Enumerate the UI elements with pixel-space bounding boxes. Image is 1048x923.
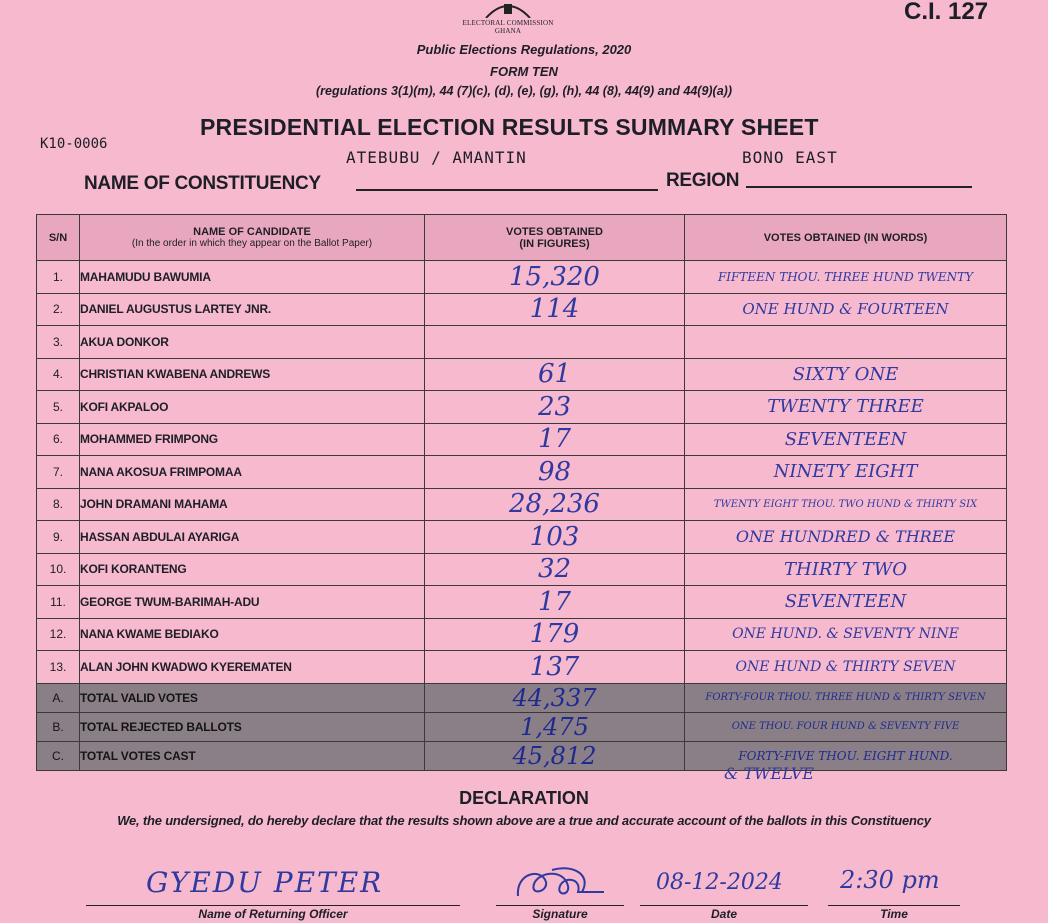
row-sn: 10. [37, 553, 80, 586]
table-row [37, 488, 1007, 521]
constituency-underline [356, 189, 658, 191]
votes-figures: 114 [425, 293, 685, 326]
page-title: PRESIDENTIAL ELECTION RESULTS SUMMARY SHEET [200, 114, 819, 140]
time-value: 2:30 pm [840, 866, 940, 894]
total-label: TOTAL VOTES CAST [80, 741, 425, 770]
table-row [37, 423, 1007, 456]
row-sn: 3. [37, 326, 80, 359]
table-header-row [37, 215, 1007, 261]
votes-words: ONE HUND. & SEVENTY NINE [685, 618, 1007, 651]
row-sn: C. [37, 741, 80, 770]
candidate-name: AKUA DONKOR [80, 326, 425, 359]
candidate-name: NANA AKOSUA FRIMPOMAA [80, 456, 425, 489]
row-sn: 4. [37, 358, 80, 391]
votes-figures: 32 [425, 553, 685, 586]
signature-mark-icon [512, 862, 612, 906]
signature-label: Signature [532, 907, 588, 921]
signature-line [496, 905, 624, 906]
candidate-name: ALAN JOHN KWADWO KYEREMATEN [80, 651, 425, 684]
votes-words [685, 326, 1007, 359]
declaration-title: DECLARATION [459, 788, 589, 808]
votes-words: ONE HUNDRED & THREE [685, 521, 1007, 554]
officer-name-line [86, 905, 460, 906]
total-words: FORTY-FIVE THOU. EIGHT HUND. [685, 741, 1007, 770]
total-figures: 45,812 [425, 741, 685, 770]
electoral-commission-seal-icon [478, 0, 538, 18]
header-name-title: NAME OF CANDIDATE [193, 226, 311, 238]
votes-figures: 17 [425, 423, 685, 456]
table-row [37, 553, 1007, 586]
votes-words: TWENTY EIGHT THOU. TWO HUND & THIRTY SIX [685, 488, 1007, 521]
row-sn: 1. [37, 261, 80, 294]
row-sn: 8. [37, 488, 80, 521]
total-words: FORTY-FOUR THOU. THREE HUND & THIRTY SEVEN [685, 683, 1007, 712]
candidate-name: NANA KWAME BEDIAKO [80, 618, 425, 651]
header-figures-title: VOTES OBTAINED [506, 225, 603, 238]
votes-words: TWENTY THREE [685, 391, 1007, 424]
regulation-refs: (regulations 3(1)(m), 44 (7)(c), (d), (e), (g), (h), 44 (8), 44(9) and 44(9)(a)) [315, 84, 732, 98]
table-row [37, 586, 1007, 619]
votes-figures: 17 [425, 586, 685, 619]
table-row [37, 261, 1007, 294]
votes-figures: 98 [425, 456, 685, 489]
table-row [37, 521, 1007, 554]
document-code: K10-0006 [40, 136, 108, 152]
header-figures [425, 215, 685, 261]
results-table [36, 214, 1007, 771]
row-sn: 13. [37, 651, 80, 684]
table-row [37, 358, 1007, 391]
constituency-value: ATEBUBU / AMANTIN [346, 148, 527, 167]
total-words: ONE THOU. FOUR HUND & SEVENTY FIVE [685, 712, 1007, 741]
candidate-name: MAHAMUDU BAWUMIA [80, 261, 425, 294]
votes-words: ONE HUND & FOURTEEN [685, 293, 1007, 326]
row-sn: A. [37, 683, 80, 712]
region-label: REGION [666, 170, 740, 191]
total-words-continuation: & TWELVE [724, 764, 815, 783]
ci-number: C.I. 127 [904, 0, 989, 25]
votes-words: THIRTY TWO [685, 553, 1007, 586]
table-row [37, 326, 1007, 359]
votes-words: ONE HUND & THIRTY SEVEN [685, 651, 1007, 684]
constituency-label: NAME OF CONSTITUENCY [84, 173, 321, 194]
candidate-name: KOFI AKPALOO [80, 391, 425, 424]
total-figures: 44,337 [425, 683, 685, 712]
total-rejected-row [37, 712, 1007, 741]
table-row [37, 293, 1007, 326]
header-name-sub: (In the order in which they appear on the Ballot Paper) [131, 238, 373, 249]
regulations-title: Public Elections Regulations, 2020 [416, 42, 632, 57]
row-sn: 12. [37, 618, 80, 651]
row-sn: 7. [37, 456, 80, 489]
header-words: VOTES OBTAINED (IN WORDS) [685, 215, 1007, 261]
header-figures-sub: (IN FIGURES) [519, 237, 590, 250]
country-line: GHANA [494, 27, 522, 35]
votes-words: FIFTEEN THOU. THREE HUND TWENTY [685, 261, 1007, 294]
time-label: Time [880, 907, 908, 921]
total-label: TOTAL VALID VOTES [80, 683, 425, 712]
total-figures: 1,475 [425, 712, 685, 741]
form-name: FORM TEN [490, 64, 558, 79]
total-valid-row [37, 683, 1007, 712]
officer-name-value: GYEDU PETER [146, 866, 384, 899]
date-value: 08-12-2024 [656, 870, 783, 895]
date-line [640, 905, 808, 906]
candidate-name: HASSAN ABDULAI AYARIGA [80, 521, 425, 554]
votes-figures: 23 [425, 391, 685, 424]
votes-figures [425, 326, 685, 359]
votes-figures: 28,236 [425, 488, 685, 521]
table-row [37, 651, 1007, 684]
votes-words: SEVENTEEN [685, 586, 1007, 619]
votes-figures: 15,320 [425, 261, 685, 294]
officer-name-label: Name of Returning Officer [198, 907, 348, 921]
header-sn: S/N [37, 215, 80, 261]
candidate-name: MOHAMMED FRIMPONG [80, 423, 425, 456]
votes-figures: 61 [425, 358, 685, 391]
date-label: Date [710, 907, 737, 921]
candidate-name: JOHN DRAMANI MAHAMA [80, 488, 425, 521]
header-name [80, 215, 425, 261]
region-underline [746, 186, 972, 188]
row-sn: 2. [37, 293, 80, 326]
authority-line: ELECTORAL COMMISSION [462, 19, 554, 27]
votes-figures: 179 [425, 618, 685, 651]
candidate-name: GEORGE TWUM-BARIMAH-ADU [80, 586, 425, 619]
table-row [37, 618, 1007, 651]
candidate-name: DANIEL AUGUSTUS LARTEY JNR. [80, 293, 425, 326]
table-row [37, 456, 1007, 489]
votes-words: SIXTY ONE [685, 358, 1007, 391]
row-sn: 6. [37, 423, 80, 456]
candidate-name: CHRISTIAN KWABENA ANDREWS [80, 358, 425, 391]
authority-name [438, 19, 578, 35]
row-sn: 9. [37, 521, 80, 554]
votes-figures: 103 [425, 521, 685, 554]
votes-words: SEVENTEEN [685, 423, 1007, 456]
table-row [37, 391, 1007, 424]
total-cast-row [37, 741, 1007, 770]
candidate-name: KOFI KORANTENG [80, 553, 425, 586]
votes-words: NINETY EIGHT [685, 456, 1007, 489]
row-sn: 5. [37, 391, 80, 424]
total-label: TOTAL REJECTED BALLOTS [80, 712, 425, 741]
declaration-text: We, the undersigned, do hereby declare that the results shown above are a true and accurate account of the ballots in this Constituency [117, 813, 931, 828]
region-value: BONO EAST [742, 148, 838, 167]
time-line [828, 905, 960, 906]
votes-figures: 137 [425, 651, 685, 684]
row-sn: 11. [37, 586, 80, 619]
row-sn: B. [37, 712, 80, 741]
